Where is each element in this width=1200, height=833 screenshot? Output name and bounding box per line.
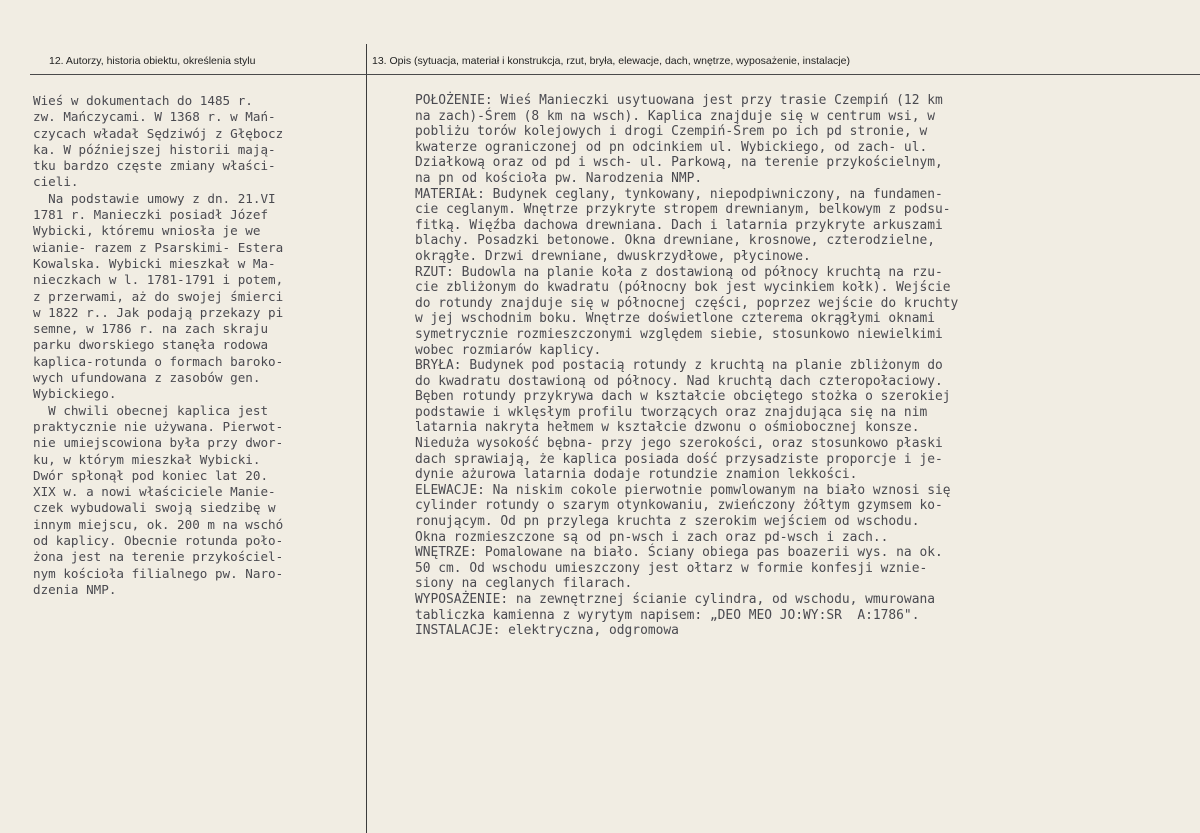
description-text-line: na zach)-Śrem (8 km na wsch). Kaplica znajduje się w centrum wsi, w: [415, 108, 935, 124]
history-text-line: żona jest na terenie przykościel-: [33, 549, 284, 565]
description-text-line: INSTALACJE: elektryczna, odgromowa: [415, 623, 679, 639]
description-text-line: ronującym. Od pn przylega kruchta z szerokim wejściem od wschodu.: [415, 514, 920, 530]
description-text-line: WNĘTRZE: Pomalowane na biało. Ściany obiega pas boazerii wys. na ok.: [415, 545, 943, 561]
description-text-line: cylinder rotundy o szarym otynkowaniu, zwieńczony żółtym gzymsem ko-: [415, 498, 943, 514]
description-text-line: Bęben rotundy przykrywa dach w kształcie obciętego stożka o szerokiej: [415, 389, 951, 405]
history-text-line: ku, w którym mieszkał Wybicki.: [33, 451, 261, 467]
description-text-line: WYPOSAŻENIE: na zewnętrznej ścianie cylindra, od wschodu, wmurowana: [415, 592, 935, 607]
description-text-line: okrągłe. Drzwi drewniane, dwuskrzydłowe, płycinowe.: [415, 248, 811, 264]
history-text-line: nie umiejscowiona była przy dwor-: [33, 435, 284, 451]
history-text-line: z przerwami, aż do swojej śmierci: [33, 288, 284, 304]
description-text-line: blachy. Posadzki betonowe. Okna drewniane, krosnowe, czterodzielne,: [415, 233, 935, 249]
description-text-line: MATERIAŁ: Budynek ceglany, tynkowany, niepodpiwniczony, na fundamen-: [415, 186, 943, 202]
history-text-line: czek wybudowali swoją siedzibę w: [33, 500, 276, 516]
history-text-line: Wybickiego.: [33, 386, 117, 402]
history-text-line: semne, w 1786 r. na zach skraju: [33, 321, 269, 337]
description-text-line: ELEWACJE: Na niskim cokole pierwotnie pomwlowanym na biało wznosi się: [415, 482, 951, 498]
description-text-line: dynie ażurowa latarnia dodaje rotundzie znamion lekkości.: [415, 467, 858, 483]
history-text-line: XIX w. a nowi właściciele Manie-: [33, 484, 276, 500]
history-text-line: czycach władał Sędziwój z Głębocz: [33, 125, 284, 141]
history-text-line: Kowalska. Wybicki mieszkał w Ma-: [33, 255, 276, 271]
history-text-line: kaplica-rotunda o formach baroko-: [33, 353, 284, 369]
description-text-line: fitką. Więźba dachowa drewniana. Dach i latarnia przykryte arkuszami: [415, 217, 943, 233]
description-text-line: Okna rozmieszczone są od pn-wsch i zach oraz pd-wsch i zach..: [415, 529, 889, 545]
description-text-line: pobliżu torów kolejowych i drogi Czempiń-Śrem po ich pd stronie, w: [415, 124, 928, 140]
history-text-line: cieli.: [33, 174, 79, 190]
history-text-line: Wieś w dokumentach do 1485 r.: [33, 93, 253, 108]
history-text-line: innym miejscu, ok. 200 m na wschó: [33, 516, 284, 532]
description-text-line: siony na ceglanych filarach.: [415, 576, 633, 592]
description-text-line: do kwadratu dostawioną od północy. Nad kruchtą dach czteropołaciowy.: [415, 373, 943, 389]
description-text-line: symetrycznie rozmieszczonymi względem siebie, stosunkowo niewielkimi: [415, 326, 943, 342]
description-text-line: podstawie i wklęsłym profilu tworzących oraz znajdująca się na nim: [415, 404, 928, 420]
history-text-line: zw. Mańczycami. W 1368 r. w Mań-: [33, 109, 276, 125]
history-text-line: wych ufundowana z zasobów gen.: [33, 370, 261, 386]
history-text-line: tku bardzo częste zmiany właści-: [33, 158, 276, 174]
history-text-column: [33, 93, 283, 598]
description-text-line: w jej wschodnim boku. Wnętrze doświetlone czterema okrągłymi oknami: [415, 311, 935, 327]
description-text-line: POŁOŻENIE: Wieś Manieczki usytuowana jest przy trasie Czempiń (12 km: [415, 93, 943, 108]
description-text-line: do rotundy znajduje się w północnej części, poprzez wejście do kruchty: [415, 295, 959, 311]
description-text-line: 50 cm. Od wschodu umieszczony jest ołtarz w formie konfesji wznie-: [415, 560, 928, 576]
description-text-line: BRYŁA: Budynek pod postacią rotundy z kruchtą na planie zbliżonym do: [415, 358, 943, 374]
description-text-line: Działkową oraz od pd i wsch- ul. Parkową, na terenie przykościelnym,: [415, 155, 943, 171]
description-text-line: cie zbliżonym do kwadratu (północny bok jest wycinkiem kołk). Wejście: [415, 280, 951, 296]
history-text-line: od kaplicy. Obecnie rotunda poło-: [33, 533, 284, 549]
history-text-line: Na podstawie umowy z dn. 21.VI: [33, 190, 276, 206]
history-text-line: 1781 r. Manieczki posiadł Józef: [33, 207, 269, 223]
history-text-line: praktycznie nie używana. Pierwot-: [33, 418, 284, 434]
description-text-line: dach sprawiają, że kaplica posiada dość przysadziste proporcje i je-: [415, 451, 943, 467]
description-text-line: Nieduża wysokość bębna- przy jego szerokości, oraz stosunkowo płaski: [415, 436, 943, 452]
history-text-line: Dwór spłonął pod koniec lat 20.: [33, 467, 269, 483]
history-text-line: Wybicki, któremu wniosła je we: [33, 223, 261, 239]
description-text-line: cie ceglanym. Wnętrze przykryte stropem drewnianym, belkowym z podsu-: [415, 202, 951, 218]
description-text-line: tabliczka kamienna z wyrytym napisem: „DEO MEO JO:WY:SR A:1786".: [415, 607, 920, 623]
history-text-line: ka. W późniejszej historii mają-: [33, 141, 276, 157]
section-13-header: 13. Opis (sytuacja, materiał i konstrukcja, rzut, bryła, elewacje, dach, wnętrze, wyposażenie, instalacje): [372, 55, 850, 67]
history-text-line: parku dworskiego stanęła rodowa: [33, 337, 269, 353]
history-text-line: nieczkach w l. 1781-1791 i potem,: [33, 272, 284, 288]
description-text-column: [415, 93, 958, 639]
history-text-line: W chwili obecnej kaplica jest: [33, 402, 269, 418]
history-text-line: nym kościoła filialnego pw. Naro-: [33, 565, 284, 581]
history-text-line: wianie- razem z Psarskimi- Estera: [33, 239, 284, 255]
description-text-line: wobec rozmiarów kaplicy.: [415, 342, 602, 358]
history-text-line: w 1822 r.. Jak podają przekazy pi: [33, 304, 284, 320]
column-divider: [366, 44, 367, 833]
description-text-line: kwaterze ograniczonej od pn odcinkiem ul. Wybickiego, od zach- ul.: [415, 139, 928, 155]
section-12-header: 12. Autorzy, historia obiektu, określenia stylu: [49, 55, 256, 67]
history-text-line: dzenia NMP.: [33, 581, 117, 597]
description-text-line: RZUT: Budowla na planie koła z dostawioną od północy kruchtą na rzu-: [415, 264, 943, 280]
description-text-line: na pn od kościoła pw. Narodzenia NMP.: [415, 170, 703, 186]
header-rule: [30, 74, 1200, 75]
description-text-line: latarnia nakryta hełmem w kształcie dzwonu o ośmiobocznej konsze.: [415, 420, 920, 436]
